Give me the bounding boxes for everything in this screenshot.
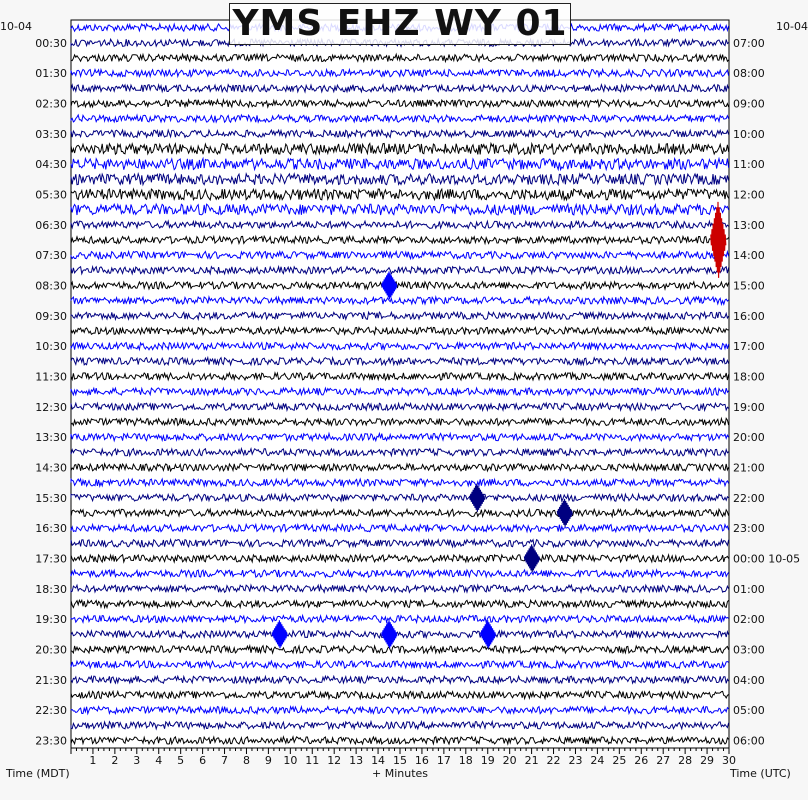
x-tick-label: 28: [678, 754, 693, 767]
right-time-label: 15:00: [733, 279, 765, 293]
left-time-label: 00:30: [35, 36, 67, 50]
right-time-label: 18:00: [733, 370, 765, 384]
right-time-label: 20:00: [733, 431, 765, 445]
left-time-label: 11:30: [35, 370, 67, 384]
right-time-label: 00:00 10-05: [733, 552, 801, 566]
left-time-label: 22:30: [35, 704, 67, 718]
x-tick-label: 29: [700, 754, 715, 767]
right-time-label: 11:00: [733, 158, 765, 172]
right-time-label: 02:00: [733, 613, 765, 627]
right-time-label: 03:00: [733, 643, 765, 657]
right-time-label: 12:00: [733, 188, 765, 202]
x-tick-label: 1: [89, 754, 97, 767]
right-time-label: 14:00: [733, 249, 765, 263]
right-time-label: 13:00: [733, 218, 765, 232]
left-time-label: 10:30: [35, 340, 67, 354]
left-time-label: 19:30: [35, 613, 67, 627]
x-tick-label: 13: [349, 754, 364, 767]
left-time-label: 14:30: [35, 461, 67, 475]
plot-frame: [71, 20, 729, 748]
x-tick-label: 25: [612, 754, 627, 767]
right-time-label: 10:00: [733, 127, 765, 141]
chart-title: YMS EHZ WY 01: [232, 2, 568, 44]
left-time-label: 02:30: [35, 97, 67, 111]
left-time-label: 04:30: [35, 158, 67, 172]
left-time-label: 12:30: [35, 400, 67, 414]
x-tick-label: 20: [502, 754, 517, 767]
x-tick-label: 10: [283, 754, 298, 767]
left-time-label: 23:30: [35, 734, 67, 748]
right-time-label: 21:00: [733, 461, 765, 475]
x-tick-label: 23: [568, 754, 583, 767]
right-time-label: 04:00: [733, 673, 765, 687]
left-time-label: 03:30: [35, 127, 67, 141]
right-time-label: 09:00: [733, 97, 765, 111]
left-time-label: 08:30: [35, 279, 67, 293]
left-time-label: 01:30: [35, 67, 67, 81]
left-date-label: 10-04: [0, 20, 32, 33]
x-tick-label: 3: [133, 754, 141, 767]
x-tick-label: 27: [656, 754, 671, 767]
right-time-label: 16:00: [733, 309, 765, 323]
right-date-label: 10-04: [776, 20, 808, 33]
x-tick-label: 17: [436, 754, 451, 767]
x-tick-label: 8: [242, 754, 250, 767]
x-tick-label: 21: [524, 754, 539, 767]
x-tick-label: 5: [177, 754, 185, 767]
x-axis-label: + Minutes: [372, 767, 429, 780]
right-axis-label: Time (UTC): [730, 767, 791, 780]
left-time-label: 15:30: [35, 491, 67, 505]
left-time-label: 17:30: [35, 552, 67, 566]
left-time-label: 05:30: [35, 188, 67, 202]
left-time-label: 20:30: [35, 643, 67, 657]
x-tick-label: 16: [414, 754, 429, 767]
x-tick-label: 12: [327, 754, 342, 767]
right-time-label: 05:00: [733, 704, 765, 718]
right-time-label: 06:00: [733, 734, 765, 748]
left-time-label: 09:30: [35, 309, 67, 323]
x-tick-label: 26: [634, 754, 649, 767]
right-time-label: 01:00: [733, 582, 765, 596]
x-tick-label: 22: [546, 754, 561, 767]
left-time-label: 21:30: [35, 673, 67, 687]
x-tick-label: 4: [155, 754, 163, 767]
x-tick-label: 11: [305, 754, 320, 767]
x-tick-label: 7: [221, 754, 229, 767]
left-time-label: 18:30: [35, 582, 67, 596]
right-time-label: 07:00: [733, 36, 765, 50]
right-time-label: 17:00: [733, 340, 765, 354]
right-time-label: 23:00: [733, 522, 765, 536]
right-time-label: 19:00: [733, 400, 765, 414]
left-time-label: 13:30: [35, 431, 67, 445]
left-time-label: 07:30: [35, 249, 67, 263]
x-tick-label: 15: [393, 754, 407, 767]
right-time-label: 22:00: [733, 491, 765, 505]
x-tick-label: 6: [199, 754, 207, 767]
left-time-label: 16:30: [35, 522, 67, 536]
right-time-label: 08:00: [733, 67, 765, 81]
x-tick-label: 24: [590, 754, 605, 767]
left-axis-label: Time (MDT): [6, 767, 70, 780]
x-tick-label: 9: [264, 754, 272, 767]
x-tick-label: 19: [480, 754, 495, 767]
x-tick-label: 30: [722, 754, 736, 767]
x-tick-label: 14: [371, 754, 386, 767]
left-time-label: 06:30: [35, 218, 67, 232]
x-tick-label: 2: [111, 754, 119, 767]
x-tick-label: 18: [458, 754, 473, 767]
